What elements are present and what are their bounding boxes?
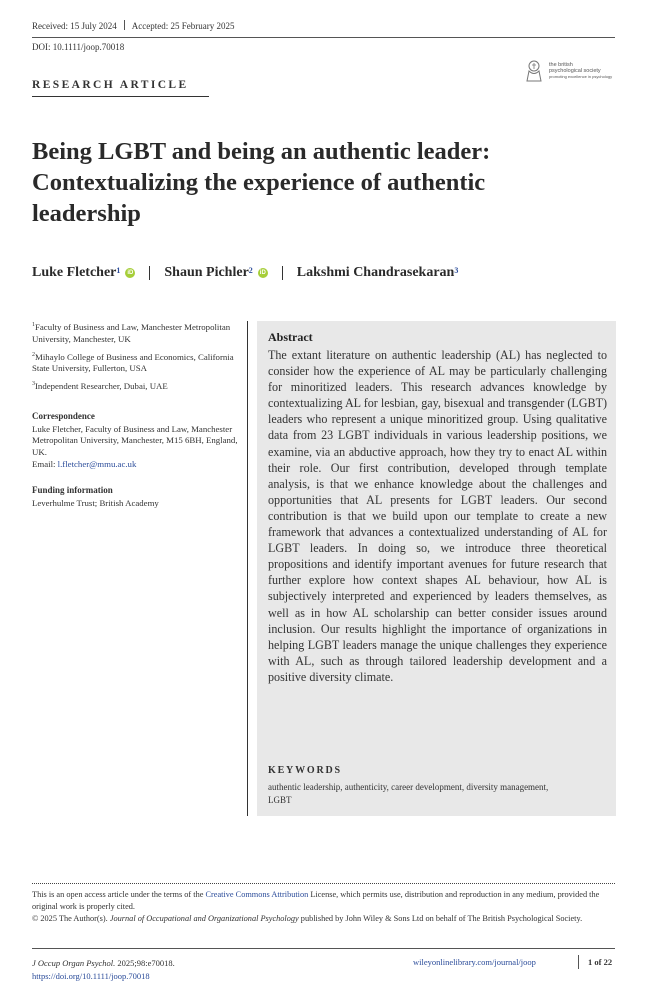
orcid-icon[interactable]: iD	[259, 270, 266, 276]
author-list	[32, 265, 458, 281]
author-affiliation-marker[interactable]: 3	[454, 265, 459, 275]
author-name[interactable]: Shaun Pichler	[164, 265, 249, 280]
affiliation-text: Faculty of Business and Law, Manchester Metropolitan University, Manchester, UK	[32, 321, 231, 344]
correspondence-address: Luke Fletcher, Faculty of Business and Law, Manchester Metropolitan University, Manchester, M15 6BH, England, UK.	[32, 423, 238, 458]
accepted-date: Accepted: 25 February 2025	[131, 21, 235, 31]
author-name[interactable]: Lakshmi Chandrasekaran	[296, 265, 455, 280]
copyright-text: © 2025 The Author(s).	[32, 913, 110, 923]
orcid-icon[interactable]: iD	[127, 270, 134, 276]
license-link[interactable]: Creative Commons Attribution	[205, 890, 309, 899]
affiliation-text: Mihaylo College of Business and Economics, California State University, Fullerton, USA	[32, 351, 234, 374]
footer-dotted-rule	[32, 883, 615, 884]
affiliation-text: Independent Researcher, Dubai, UAE	[35, 380, 168, 391]
abstract-heading: Abstract	[268, 330, 313, 344]
author-separator	[282, 266, 283, 280]
keywords-heading: KEYWORDS	[268, 765, 342, 776]
funding-heading: Funding information	[32, 484, 113, 495]
society-logo-line3: promoting excellence in psychology	[549, 74, 613, 80]
citation-doi-link[interactable]: https://doi.org/10.1111/joop.70018	[32, 970, 150, 981]
journal-name: Journal of Occupational and Organizational Psychology	[109, 913, 299, 923]
citation-volume: 2025;98:e70018.	[115, 958, 175, 968]
article-metadata	[32, 320, 242, 509]
doi: DOI: 10.1111/joop.70018	[32, 42, 125, 52]
author-affiliation-marker[interactable]: 1	[116, 265, 121, 275]
society-logo-line1: the british	[549, 61, 573, 68]
article-type: RESEARCH ARTICLE	[32, 79, 189, 91]
journal-url-link[interactable]: wileyonlinelibrary.com/journal/joop	[413, 957, 536, 967]
column-divider	[247, 321, 248, 816]
license-text: License, which permits use, distribution and reproduction in any medium, provided the original work is properly cited.	[32, 890, 600, 911]
affiliation	[32, 379, 242, 393]
email-link[interactable]: l.fletcher@mmu.ac.uk	[57, 458, 137, 469]
abstract-text: The extant literature on authentic leadership (AL) has neglected to consider how the experience of AL may be particularly challenging for minoritized leaders. This research advances knowledge by contextualizing AL for lesbian, gay, bisexual and transgender (LGBT) leaders who represent a unique minoritized group. Using qualitative data from 23 LGBT individuals in various leadership positions, we examine, via an abductive approach, how they try to enact AL within their role. Our first contribution, developed through template analysis, is that we enhance knowledge about the challenges and opportunities that AL presents for LGBT leaders. Our second contribution is that we build upon our template to create a new framework that advances a contextualized understanding of AL for LGBT leaders. In doing so, we introduce three theoretical propositions and identify important avenues for future research that further explore how context shapes AL behaviour, how AL is subjectively interpreted and experienced by leaders themselves, as well as in how AL scholarship can better consider issues around inclusion. Our results highlight the importance of organizations in helping LGBT leaders manage the unique challenges they experience with AL, such as through tailored leadership development and a positive diversity climate.	[268, 348, 607, 684]
affiliation	[32, 320, 242, 346]
affiliation	[32, 350, 242, 376]
received-dates	[32, 20, 234, 31]
citation	[32, 957, 175, 982]
article-title: Being LGBT and being an authentic leader: Contextualizing the experience of authentic leadership	[32, 138, 491, 227]
citation-journal: J Occup Organ Psychol.	[32, 958, 116, 968]
header-separator	[124, 20, 125, 30]
affiliation-marker: 2	[32, 351, 35, 358]
page-number: 1 of 22	[588, 957, 613, 967]
society-logo-line2: psychological society	[549, 67, 601, 74]
society-emblem-icon	[526, 59, 545, 83]
license-notice	[32, 889, 615, 925]
received-date: Received: 15 July 2024	[32, 21, 117, 31]
society-logo	[526, 59, 612, 83]
footer-rule	[32, 948, 615, 949]
header-rule	[32, 37, 615, 38]
correspondence-heading: Correspondence	[32, 410, 95, 421]
email-label: Email:	[32, 458, 58, 469]
author-name[interactable]: Luke Fletcher	[32, 265, 117, 280]
license-text: This is an open access article under the terms of the	[32, 890, 206, 899]
correspondence-text	[32, 424, 242, 471]
society-logo-text	[549, 62, 612, 81]
article-type-underline	[32, 96, 209, 97]
page-number-separator	[578, 955, 579, 969]
author-affiliation-marker[interactable]: 2	[248, 265, 253, 275]
author-separator	[149, 266, 150, 280]
keywords-text: authentic leadership, authenticity, career development, diversity management, LGBT	[268, 782, 549, 805]
funding-text: Leverhulme Trust; British Academy	[32, 497, 159, 508]
affiliation-marker: 1	[32, 322, 35, 328]
copyright-text: published by John Wiley & Sons Ltd on behalf of The British Psychological Society.	[298, 913, 583, 923]
affiliation-marker: 3	[32, 381, 35, 388]
